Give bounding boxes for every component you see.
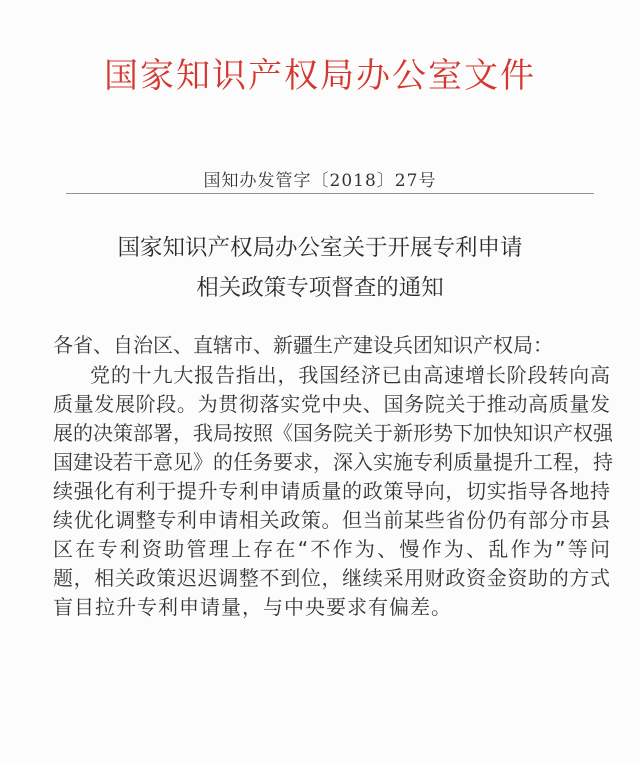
body-line: 展的决策部署，我局按照《国务院关于新形势下加快知识产权强 <box>53 421 613 445</box>
notice-title-line-2: 相关政策专项督查的通知 <box>196 275 444 301</box>
document-number: 国知办发管字〔2018〕27号 <box>203 171 437 191</box>
body-line: 续强化有利于提升专利申请质量的政策导向，切实指导各地持 <box>53 479 610 503</box>
notice-title-line-1: 国家知识产权局办公室关于开展专利申请 <box>117 235 523 261</box>
body-line: 党的十九大报告指出，我国经济已由高速增长阶段转向高 <box>90 363 610 387</box>
document-header-title: 国家知识产权局办公室文件 <box>104 56 536 96</box>
body-line: 区在专利资助管理上存在“不作为、慢作为、乱作为”等问 <box>53 537 610 561</box>
salutation: 各省、自治区、直辖市、新疆生产建设兵团知识产权局： <box>53 333 553 357</box>
body-line: 国建设若干意见》的任务要求，深入实施专利质量提升工程，持 <box>53 450 613 474</box>
header-divider <box>66 193 594 194</box>
body-line: 题，相关政策迟迟调整不到位，继续采用财政资金资助的方式 <box>53 566 610 590</box>
body-line: 续优化调整专利申请相关政策。但当前某些省份仍有部分市县 <box>53 508 610 532</box>
body-line: 质量发展阶段。为贯彻落实党中央、国务院关于推动高质量发 <box>53 392 610 416</box>
body-line: 盲目拉升专利申请量，与中央要求有偏差。 <box>53 595 452 619</box>
